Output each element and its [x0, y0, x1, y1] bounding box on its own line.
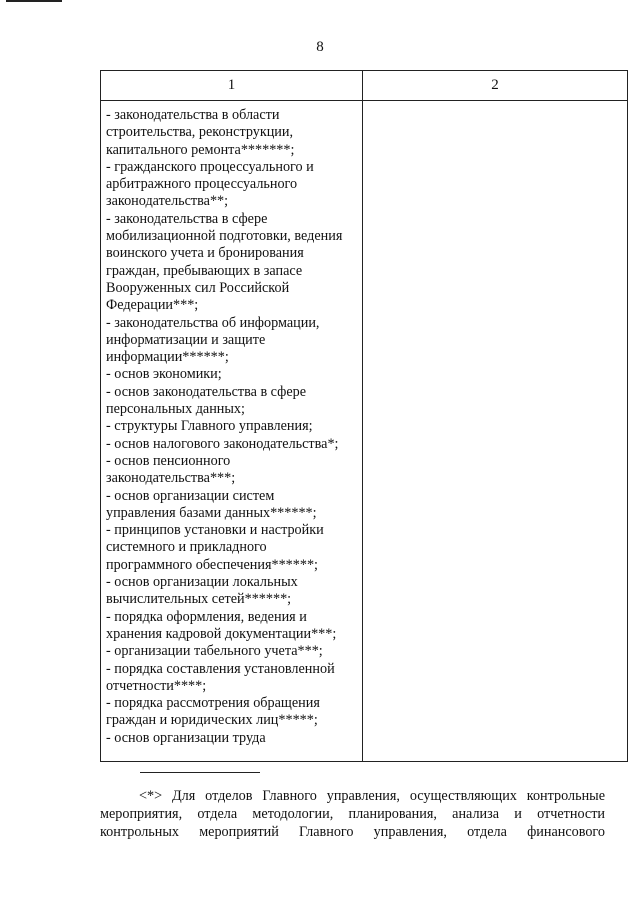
footnote-line: контрольных мероприятий Главного управления, отдела финансового	[100, 824, 605, 840]
list-item: - порядка рассмотрения обращения граждан и юридических лиц*****;	[106, 695, 320, 729]
footnote-line: мероприятия, отдела методологии, планирования, анализа и отчетности	[100, 806, 605, 822]
footnote-line: <*> Для отделов Главного управления, осуществляющих контрольные	[139, 788, 605, 804]
requirements-table	[100, 70, 628, 762]
list-item: - порядка составления установленной отчетности****;	[106, 660, 335, 694]
list-item: - организации табельного учета***;	[106, 643, 323, 660]
list-item: - гражданского процессуального и арбитражного процессуального законодательства**;	[106, 158, 314, 210]
knowledge-list-cell	[101, 101, 363, 762]
column-2-empty-cell	[363, 101, 628, 762]
top-edge-rule	[6, 0, 62, 2]
list-item: - основ организации систем управления базами данных******;	[106, 487, 317, 521]
list-item: - основ законодательства в сфере персональных данных;	[106, 383, 307, 418]
list-item: - основ организации локальных вычислительных сетей******;	[106, 574, 298, 608]
list-item: - основ экономики;	[106, 366, 222, 383]
footnote-separator	[140, 772, 260, 773]
page-number: 8	[316, 39, 324, 55]
table-body-row	[101, 101, 628, 762]
list-item: - законодательства в области строительства, реконструкции, капитального ремонта*******;	[106, 107, 295, 158]
column-2-header: 2	[363, 71, 628, 101]
list-item: - основ налогового законодательства*;	[106, 435, 339, 452]
list-item: - основ пенсионного законодательства***;	[106, 452, 236, 487]
footnote	[100, 787, 605, 841]
column-1-header: 1	[101, 71, 363, 101]
list-item: - законодательства в сфере мобилизационной подготовки, ведения воинского учета и бронирования граждан, пребывающих в запасе Вооруженных сил Российской Федерации***;	[106, 210, 343, 314]
list-item: - основ организации труда	[106, 729, 266, 746]
list-item: - законодательства об информации, информатизации и защите информации******;	[106, 314, 320, 366]
table-header-row	[101, 71, 628, 101]
knowledge-list	[101, 101, 362, 747]
list-item: - структуры Главного управления;	[106, 418, 313, 435]
list-item: - порядка оформления, ведения и хранения кадровой документации***;	[106, 608, 337, 642]
list-item: - принципов установки и настройки системного и прикладного программного обеспечения******;	[106, 522, 324, 573]
